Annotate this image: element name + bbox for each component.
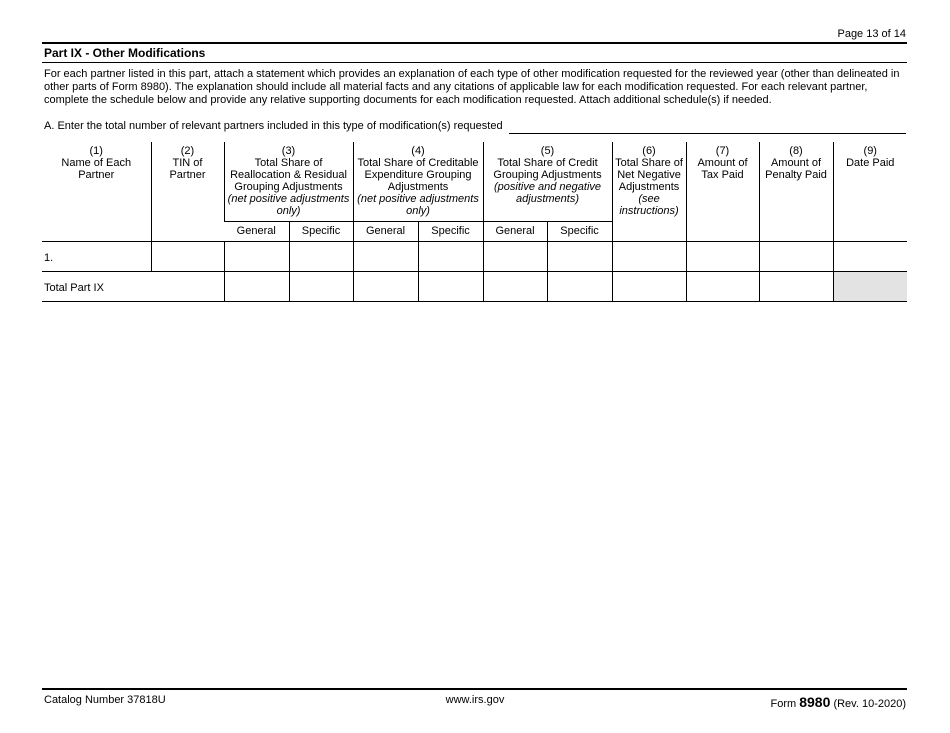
total-col4-specific[interactable]	[418, 271, 483, 301]
total-col4-general[interactable]	[353, 271, 418, 301]
row-1-partner-name[interactable]: 1.	[42, 241, 151, 271]
total-col6[interactable]	[612, 271, 686, 301]
total-col3-specific[interactable]	[289, 271, 353, 301]
col-5-general-header: General	[483, 221, 547, 241]
col-4-header: (4) Total Share of Creditable Expenditure Grouping Adjustments (net positive adjustments only)	[353, 142, 483, 221]
col-2-header: (2) TIN of Partner	[151, 142, 224, 241]
col-7-header: (7) Amount of Tax Paid	[686, 142, 759, 241]
form-revision: (Rev. 10-2020)	[833, 698, 906, 710]
total-col5-general[interactable]	[483, 271, 547, 301]
col-3-general-header: General	[224, 221, 289, 241]
line-a-input[interactable]	[509, 133, 906, 134]
row-1-tax-paid[interactable]	[686, 241, 759, 271]
col-4-general-header: General	[353, 221, 418, 241]
row-1-col3-specific[interactable]	[289, 241, 353, 271]
line-a-label: A. Enter the total number of relevant partners included in this type of modification(s) requested	[44, 120, 503, 132]
row-1-col4-specific[interactable]	[418, 241, 483, 271]
total-col5-specific[interactable]	[547, 271, 612, 301]
partner-schedule-table	[42, 142, 907, 302]
total-col3-general[interactable]	[224, 271, 289, 301]
part-title: Part IX - Other Modifications	[44, 46, 206, 60]
footer-rule	[42, 688, 907, 690]
col-9-header: (9) Date Paid	[833, 142, 907, 241]
catalog-number: Catalog Number 37818U	[44, 694, 166, 706]
form-prefix: Form	[770, 698, 797, 710]
table-row	[42, 241, 907, 271]
form-number: 8980	[799, 694, 831, 710]
col-5-specific-header: Specific	[547, 221, 612, 241]
total-tax-paid[interactable]	[686, 271, 759, 301]
page-number: Page 13 of 14	[837, 28, 906, 40]
col-4-specific-header: Specific	[418, 221, 483, 241]
col-8-header: (8) Amount of Penalty Paid	[759, 142, 833, 241]
total-date-paid-shaded	[833, 271, 907, 301]
col-6-header: (6) Total Share of Net Negative Adjustments (see instructions)	[612, 142, 686, 241]
row-1-tin[interactable]	[151, 241, 224, 271]
row-1-col6[interactable]	[612, 241, 686, 271]
total-row	[42, 271, 907, 301]
row-1-col5-general[interactable]	[483, 241, 547, 271]
row-1-col4-general[interactable]	[353, 241, 418, 271]
col-1-header: (1) Name of Each Partner	[61, 145, 132, 181]
col-3-specific-header: Specific	[289, 221, 353, 241]
total-penalty-paid[interactable]	[759, 271, 833, 301]
row-1-col5-specific[interactable]	[547, 241, 612, 271]
top-rule	[42, 42, 907, 44]
website-link[interactable]: www.irs.gov	[445, 694, 505, 706]
row-1-penalty-paid[interactable]	[759, 241, 833, 271]
row-1-col3-general[interactable]	[224, 241, 289, 271]
col-5-header: (5) Total Share of Credit Grouping Adjustments (positive and negative adjustments)	[483, 142, 612, 221]
part-instructions: For each partner listed in this part, attach a statement which provides an explanation of each type of other modification requested for the reviewed year (other than delineated in other parts of Form 8980). The explanation should include all material facts and any citations of applicable law for each modification requested. For each relevant partner, complete the schedule below and provide any relative supporting documents for each modification requested. Attach additional schedule(s) if needed.	[44, 68, 900, 106]
total-label: Total Part IX	[42, 271, 224, 301]
row-1-date-paid[interactable]	[833, 241, 907, 271]
col-3-header: (3) Total Share of Reallocation & Residual Grouping Adjustments (net positive adjustments only)	[224, 142, 353, 221]
title-rule	[42, 62, 907, 63]
form-identifier	[770, 694, 906, 710]
